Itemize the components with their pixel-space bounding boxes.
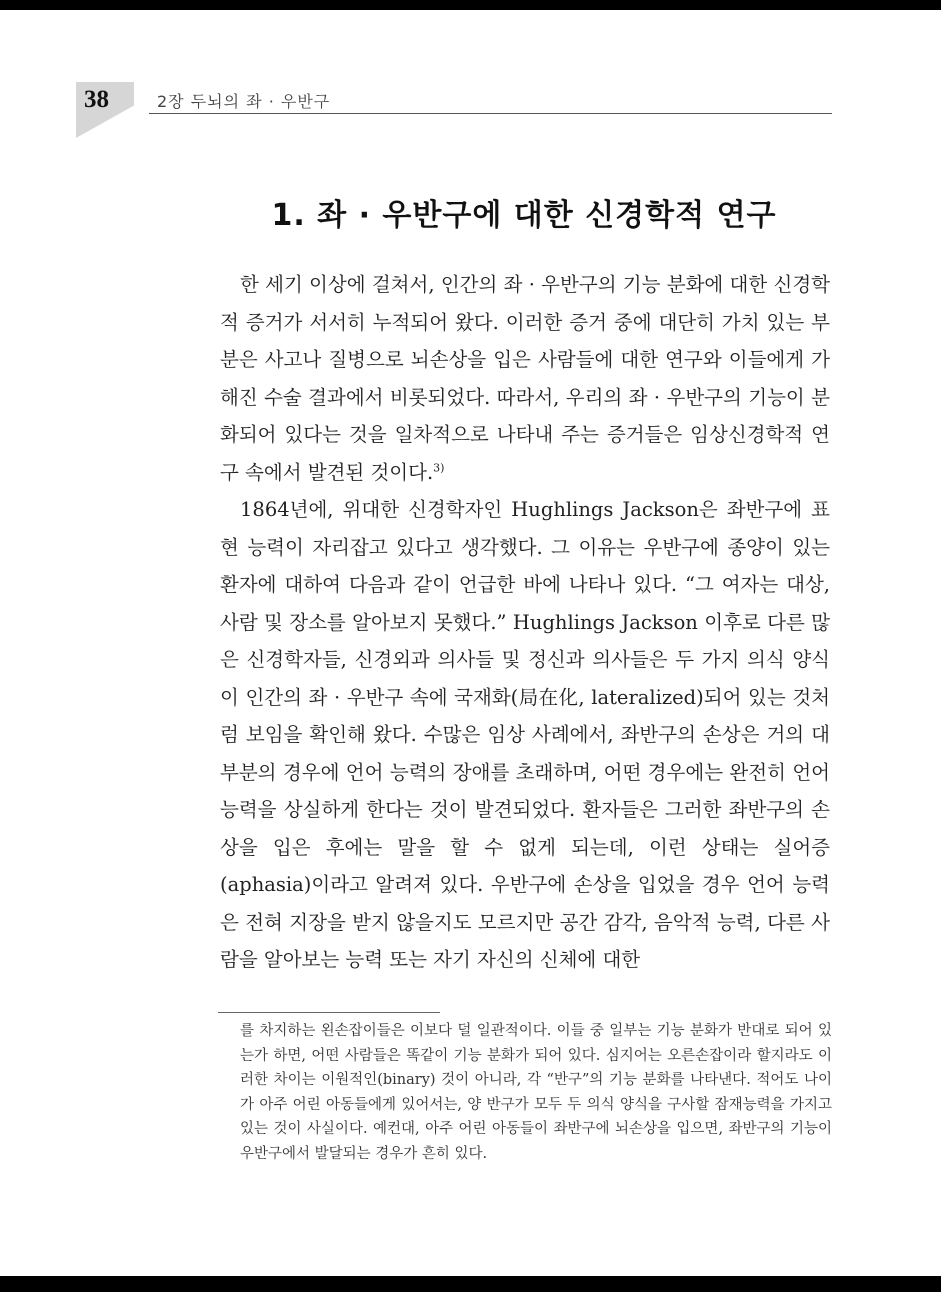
page-number: 38 bbox=[84, 86, 109, 113]
paragraph-2: 1864년에, 위대한 신경학자인 Hughlings Jackson은 좌반구에 표현 능력이 자리잡고 있다고 생각했다. 그 이유는 우반구에 종양이 있는 환자에 대하여 다음과 같이 언급한 바에 나타나 있다. “그 여자는 대상, 사람 및 장소를 알아보지 못했다.” Hughlings Jackson 이후로 다른 많은 신경학자들, 신경외과 의사들 및 정신과 의사들은 두 가지 의식 양식이 인간의 좌 · 우반구 속에 국재화(局在化, lateralized)되어 있는 것처럼 보임을 확인해 왔다. 수많은 임상 사례에서, 좌반구의 손상은 거의 대부분의 경우에 언어 능력의 장애를 초래하며, 어떤 경우에는 완전히 언어 능력을 상실하게 한다는 것이 발견되었다. 환자들은 그러한 좌반구의 손상을 입은 후에는 말을 할 수 없게 되는데, 이런 상태는 실어증(aphasia)이라고 알려져 있다. 우반구에 손상을 입었을 경우 언어 능력은 전혀 지장을 받지 않을지도 모르지만 공간 감각, 음악적 능력, 다른 사람을 알아보는 능력 또는 자기 자신의 신체에 대한 bbox=[220, 498, 830, 971]
bottom-scan-border bbox=[0, 1276, 941, 1292]
paragraph-1-text: 한 세기 이상에 걸쳐서, 인간의 좌 · 우반구의 기능 분화에 대한 신경학적 증거가 서서히 누적되어 왔다. 이러한 증거 중에 대단히 가치 있는 부분은 사고나 질병으로 뇌손상을 입은 사람들에 대한 연구와 이들에게 가해진 수술 결과에서 비롯되었다. 따라서, 우리의 좌 · 우반구의 기능이 분화되어 있다는 것을 일차적으로 나타내 주는 증거들은 임상신경학적 연구 속에서 발견된 것이다. bbox=[220, 273, 830, 484]
footnote-reference: 3) bbox=[433, 461, 445, 474]
running-head: 2장 두뇌의 좌 · 우반구 bbox=[157, 92, 331, 111]
footnote-text: 를 차지하는 왼손잡이들은 이보다 덜 일관적이다. 이들 중 일부는 기능 분화가 반대로 되어 있는가 하면, 어떤 사람들은 똑같이 기능 분화가 되어 있다. 심지어는 오른손잡이라 할지라도 이러한 차이는 이원적인(binary) 것이 아니라, 각 “반구”의 기능 분화를 나타낸다. 적어도 나이가 아주 어린 아동들에게 있어서는, 양 반구가 모두 두 의식 양식을 구사할 잠재능력을 가지고 있는 것이 사실이다. 예컨대, 아주 어린 아동들이 좌반구에 뇌손상을 입으면, 좌반구의 기능이 우반구에서 발달되는 경우가 흔히 있다. bbox=[240, 1023, 832, 1162]
top-scan-border bbox=[0, 0, 941, 10]
section-title: 1. 좌 · 우반구에 대한 신경학적 연구 bbox=[271, 198, 777, 233]
paragraph-1 bbox=[220, 266, 830, 491]
footnote-rule bbox=[218, 1012, 440, 1013]
header-rule bbox=[149, 113, 832, 114]
body-text bbox=[220, 266, 830, 979]
